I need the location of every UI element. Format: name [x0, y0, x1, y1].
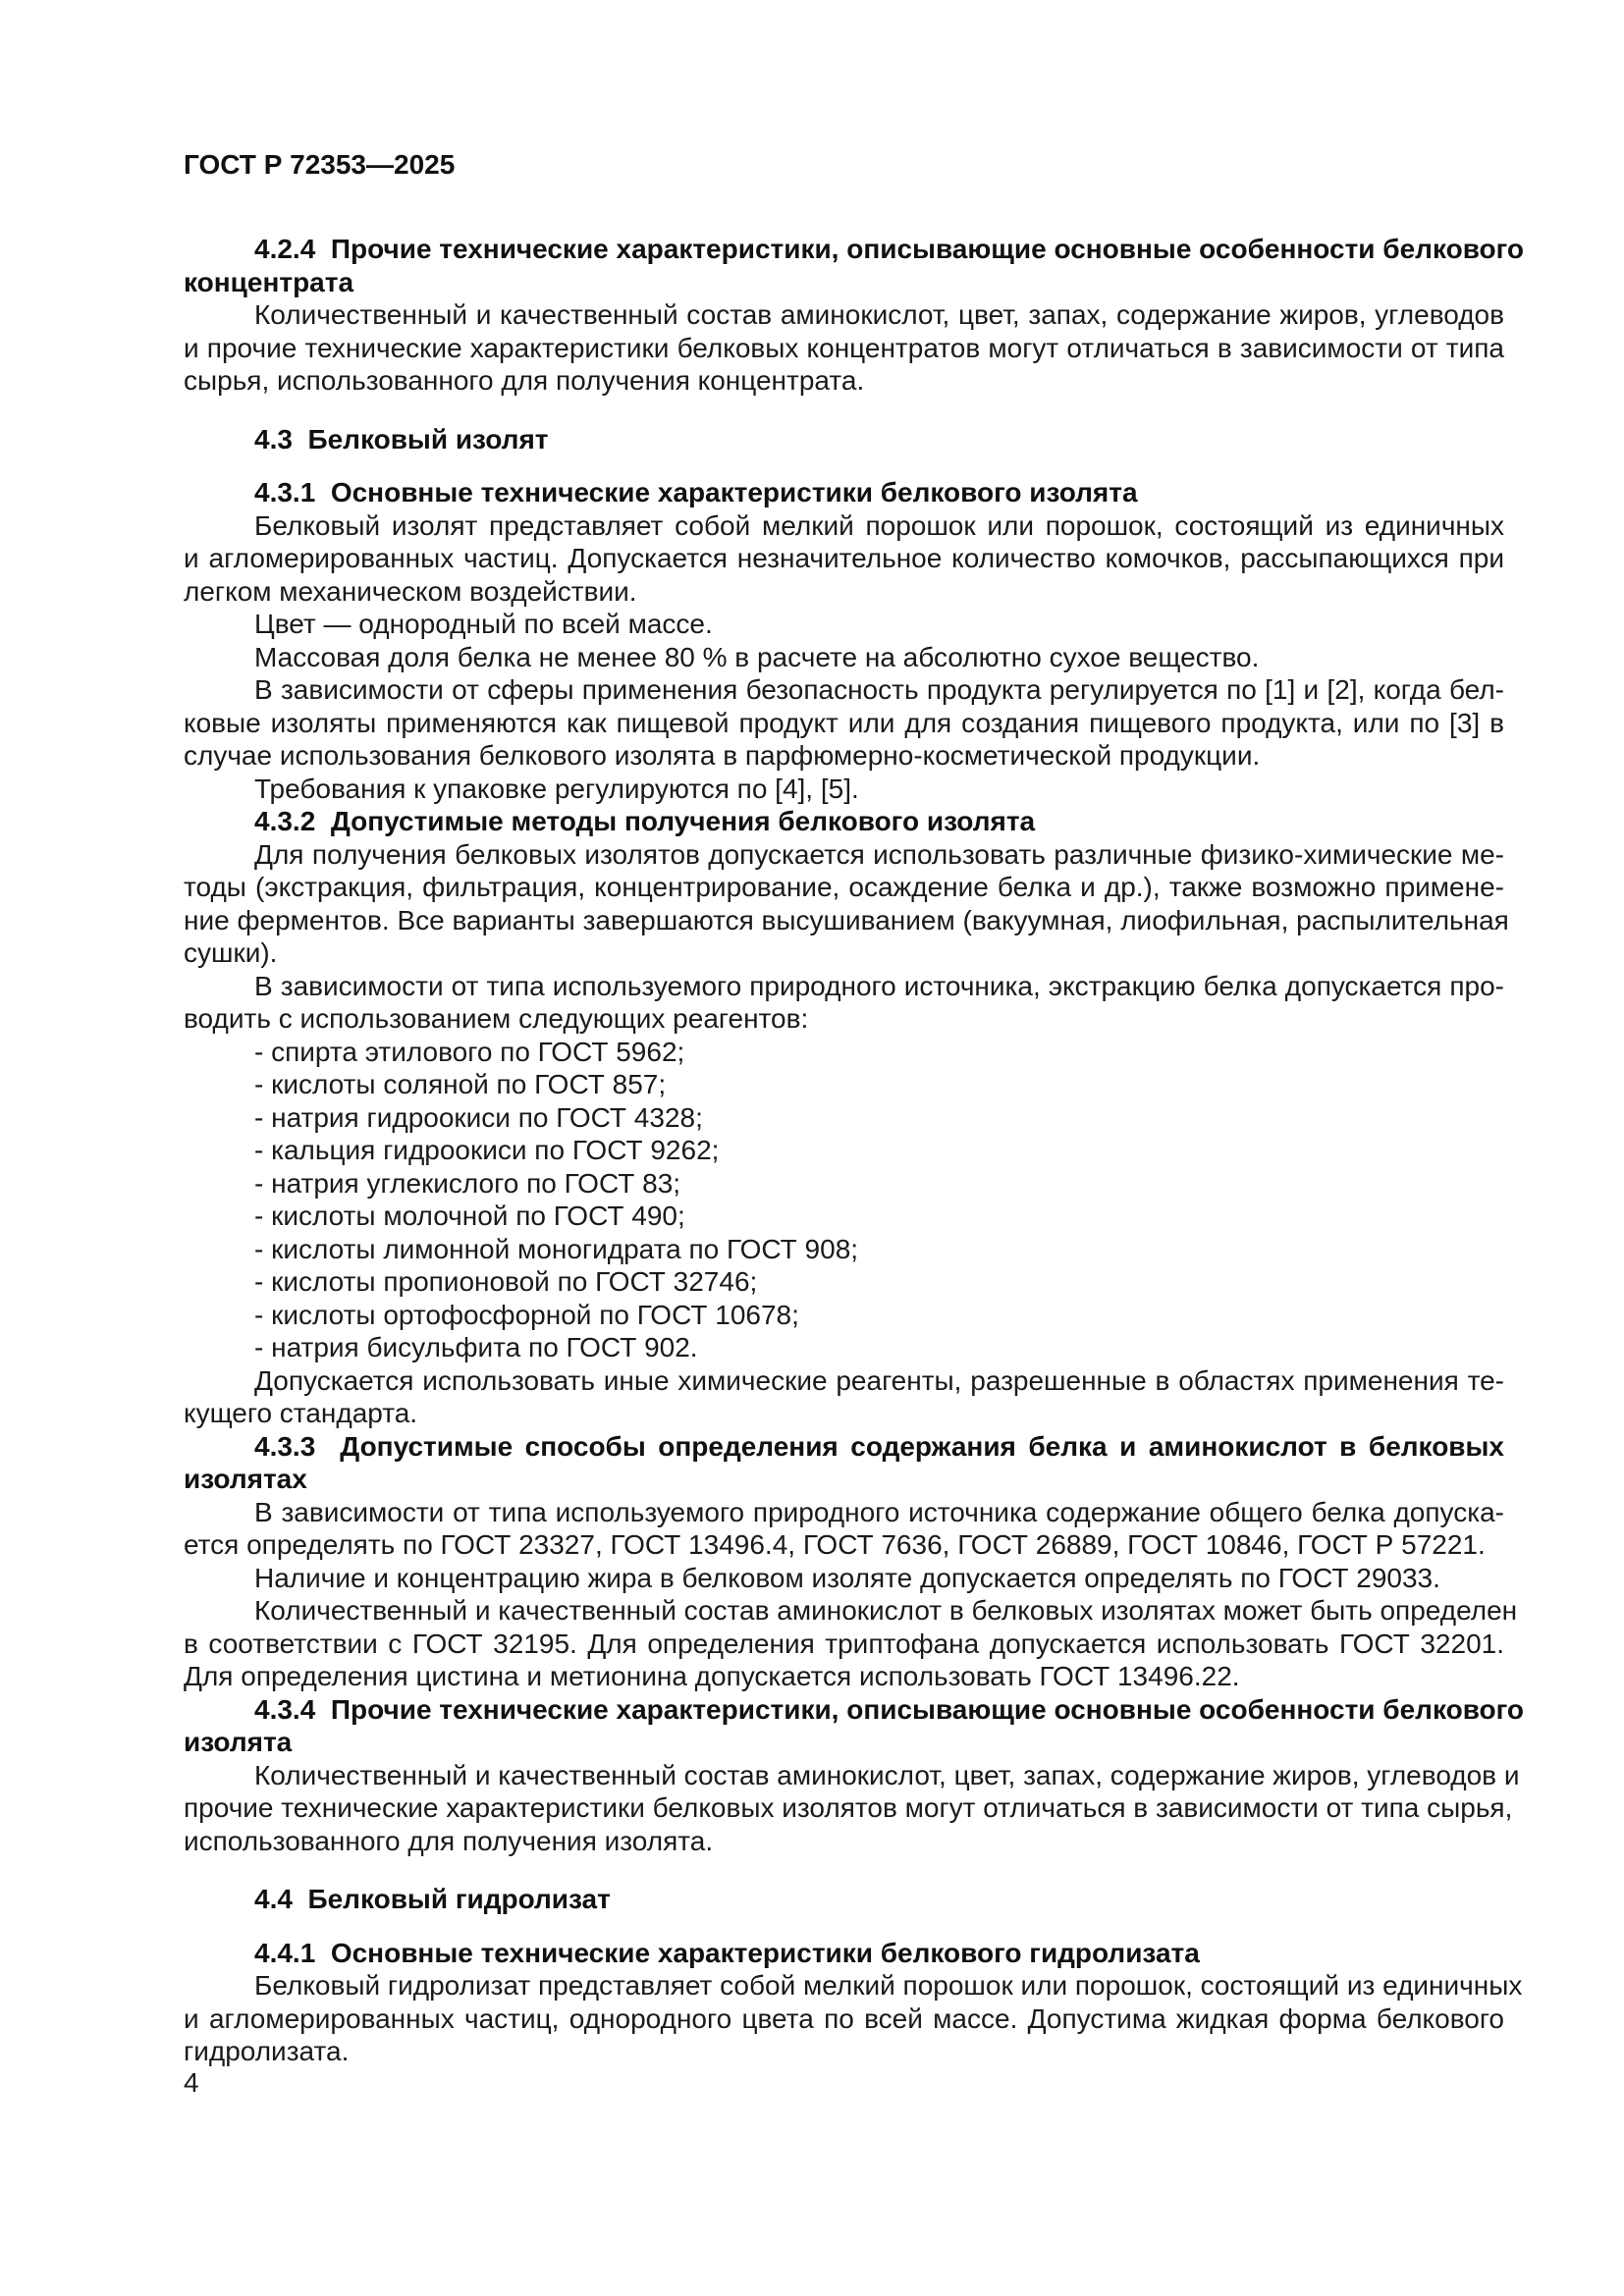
text-line: и агломерированных частиц, однородного цвета по всей массе. Допустима жидкая форма белкового — [184, 2002, 1504, 2034]
paragraph — [184, 641, 1504, 674]
text-line: тоды (экстракция, фильтрация, концентрирование, осаждение белка и др.), также возможно примене- — [184, 872, 1504, 902]
text-line: Для определения цистина и метионина допускается использовать ГОСТ 13496.22. — [184, 1661, 1240, 1691]
list-item: - спирта этилового по ГОСТ 5962; — [254, 1036, 685, 1067]
document-body — [184, 233, 1525, 2068]
heading-4-4-1 — [184, 1937, 1504, 1970]
reagent-list — [184, 1036, 1504, 1364]
list-item: - натрия бисульфита по ГОСТ 902. — [254, 1332, 698, 1362]
text-line: 4.3 Белковый изолят — [254, 423, 549, 454]
text-line: изолята — [184, 1727, 293, 1757]
paragraph — [184, 673, 1504, 773]
text-line: сушки). — [184, 937, 278, 968]
list-item: - натрия углекислого по ГОСТ 83; — [254, 1167, 681, 1199]
paragraph — [184, 1364, 1504, 1430]
text-line: случае использования белкового изолята в парфюмерно-косметической продукции. — [184, 740, 1261, 771]
text-line: В зависимости от типа используемого природного источника содержание общего белка допуска- — [254, 1496, 1504, 1527]
paragraph — [184, 608, 1504, 641]
list-item: - кислоты лимонной моногидрата по ГОСТ 908; — [254, 1233, 859, 1264]
text-line: В зависимости от типа используемого природного источника, экстракцию белка допускается про- — [254, 970, 1504, 1001]
text-line: и агломерированных частиц. Допускается незначительное количество комочков, рассыпающихся при — [184, 543, 1504, 573]
standard-code-header: ГОСТ Р 72353—2025 — [184, 149, 456, 180]
paragraph — [184, 1496, 1504, 1562]
paragraph — [184, 838, 1509, 970]
paragraph — [184, 1562, 1504, 1595]
page-number: 4 — [184, 2067, 199, 2098]
text-line: Допускается использовать иные химические реагенты, разрешенные в областях применения те- — [254, 1364, 1504, 1396]
text-line: ние ферментов. Все варианты завершаются высушиванием (вакуумная, лиофильная, распылительная — [184, 904, 1509, 935]
heading-4-3-2 — [184, 805, 1504, 838]
list-item: - кислоты пропионовой по ГОСТ 32746; — [254, 1266, 758, 1297]
text-line: 4.2.4 Прочие технические характеристики, описывающие основные особенности белкового — [254, 234, 1525, 264]
text-line: 4.3.3 Допустимые способы определения содержания белка и аминокислот в белковых — [254, 1430, 1504, 1462]
heading-4-3-4 — [184, 1693, 1525, 1759]
text-line: 4.4.1 Основные технические характеристики белкового гидролизата — [254, 1937, 1200, 1968]
text-line: Количественный и качественный состав аминокислот в белковых изолятах может быть определен — [254, 1595, 1518, 1626]
text-line: Массовая доля белка не менее 80 % в расчете на абсолютно сухое вещество. — [254, 641, 1260, 672]
heading-4-3-1 — [184, 476, 1504, 509]
list-item: - кальция гидроокиси по ГОСТ 9262; — [254, 1135, 720, 1165]
text-line: водить с использованием следующих реагентов: — [184, 1003, 809, 1034]
paragraph — [184, 298, 1504, 398]
text-line: Количественный и качественный состав аминокислот, цвет, запах, содержание жиров, углеводов и — [254, 1759, 1520, 1790]
text-line: концентрата — [184, 266, 354, 297]
heading-4-2-4 — [184, 233, 1525, 298]
text-line: Цвет — однородный по всей массе. — [254, 609, 713, 639]
paragraph — [184, 1969, 1523, 2068]
text-line: легком механическом воздействии. — [184, 575, 637, 607]
paragraph — [184, 773, 1504, 806]
text-line: гидролизата. — [184, 2036, 350, 2066]
text-line: ется определять по ГОСТ 23327, ГОСТ 13496.4, ГОСТ 7636, ГОСТ 26889, ГОСТ 10846, ГОСТ Р 57221. — [184, 1529, 1486, 1560]
text-line: использованного для получения изолята. — [184, 1825, 714, 1856]
text-line: сырья, использованного для получения концентрата. — [184, 365, 865, 396]
paragraph — [184, 509, 1504, 609]
text-line: Требования к упаковке регулируются по [4], [5]. — [254, 773, 859, 804]
text-line: 4.3.4 Прочие технические характеристики, описывающие основные особенности белкового — [254, 1693, 1525, 1725]
heading-4-4 — [184, 1883, 1504, 1916]
text-line: Белковый изолят представляет собой мелкий порошок или порошок, состоящий из единичных — [254, 509, 1504, 541]
heading-4-3 — [184, 423, 1504, 456]
list-item: - натрия гидроокиси по ГОСТ 4328; — [254, 1101, 703, 1133]
text-line: прочие технические характеристики белковых изолятов могут отличаться в зависимости от типа сырья, — [184, 1792, 1513, 1823]
list-item: - кислоты ортофосфорной по ГОСТ 10678; — [254, 1299, 799, 1330]
text-line: 4.4 Белковый гидролизат — [254, 1884, 611, 1914]
text-line: в соответствии с ГОСТ 32195. Для определения триптофана допускается использовать ГОСТ 32201. — [184, 1628, 1504, 1659]
paragraph — [184, 1759, 1520, 1858]
text-line: 4.3.1 Основные технические характеристики белкового изолята — [254, 477, 1138, 507]
list-item: - кислоты соляной по ГОСТ 857; — [254, 1069, 667, 1099]
text-line: Для получения белковых изолятов допускается использовать различные физико-химические ме- — [254, 838, 1504, 870]
paragraph — [184, 970, 1504, 1036]
list-item: - кислоты молочной по ГОСТ 490; — [254, 1201, 685, 1231]
text-line: Количественный и качественный состав аминокислот, цвет, запах, содержание жиров, углеводов — [254, 299, 1504, 330]
text-line: В зависимости от сферы применения безопасность продукта регулируется по [1] и [2], когда бел- — [254, 674, 1504, 705]
text-line: изолятах — [184, 1464, 307, 1494]
text-line: 4.3.2 Допустимые методы получения белкового изолята — [254, 806, 1036, 836]
text-line: кущего стандарта. — [184, 1398, 418, 1428]
paragraph — [184, 1594, 1518, 1693]
text-line: ковые изоляты применяются как пищевой продукт или для создания пищевого продукта, или по [3] в — [184, 707, 1504, 738]
text-line: и прочие технические характеристики белковых концентратов могут отличаться в зависимости от типа — [184, 332, 1504, 363]
heading-4-3-3 — [184, 1430, 1504, 1496]
text-line: Белковый гидролизат представляет собой мелкий порошок или порошок, состоящий из единичных — [254, 1970, 1523, 2001]
text-line: Наличие и концентрацию жира в белковом изоляте допускается определять по ГОСТ 29033. — [254, 1562, 1440, 1593]
